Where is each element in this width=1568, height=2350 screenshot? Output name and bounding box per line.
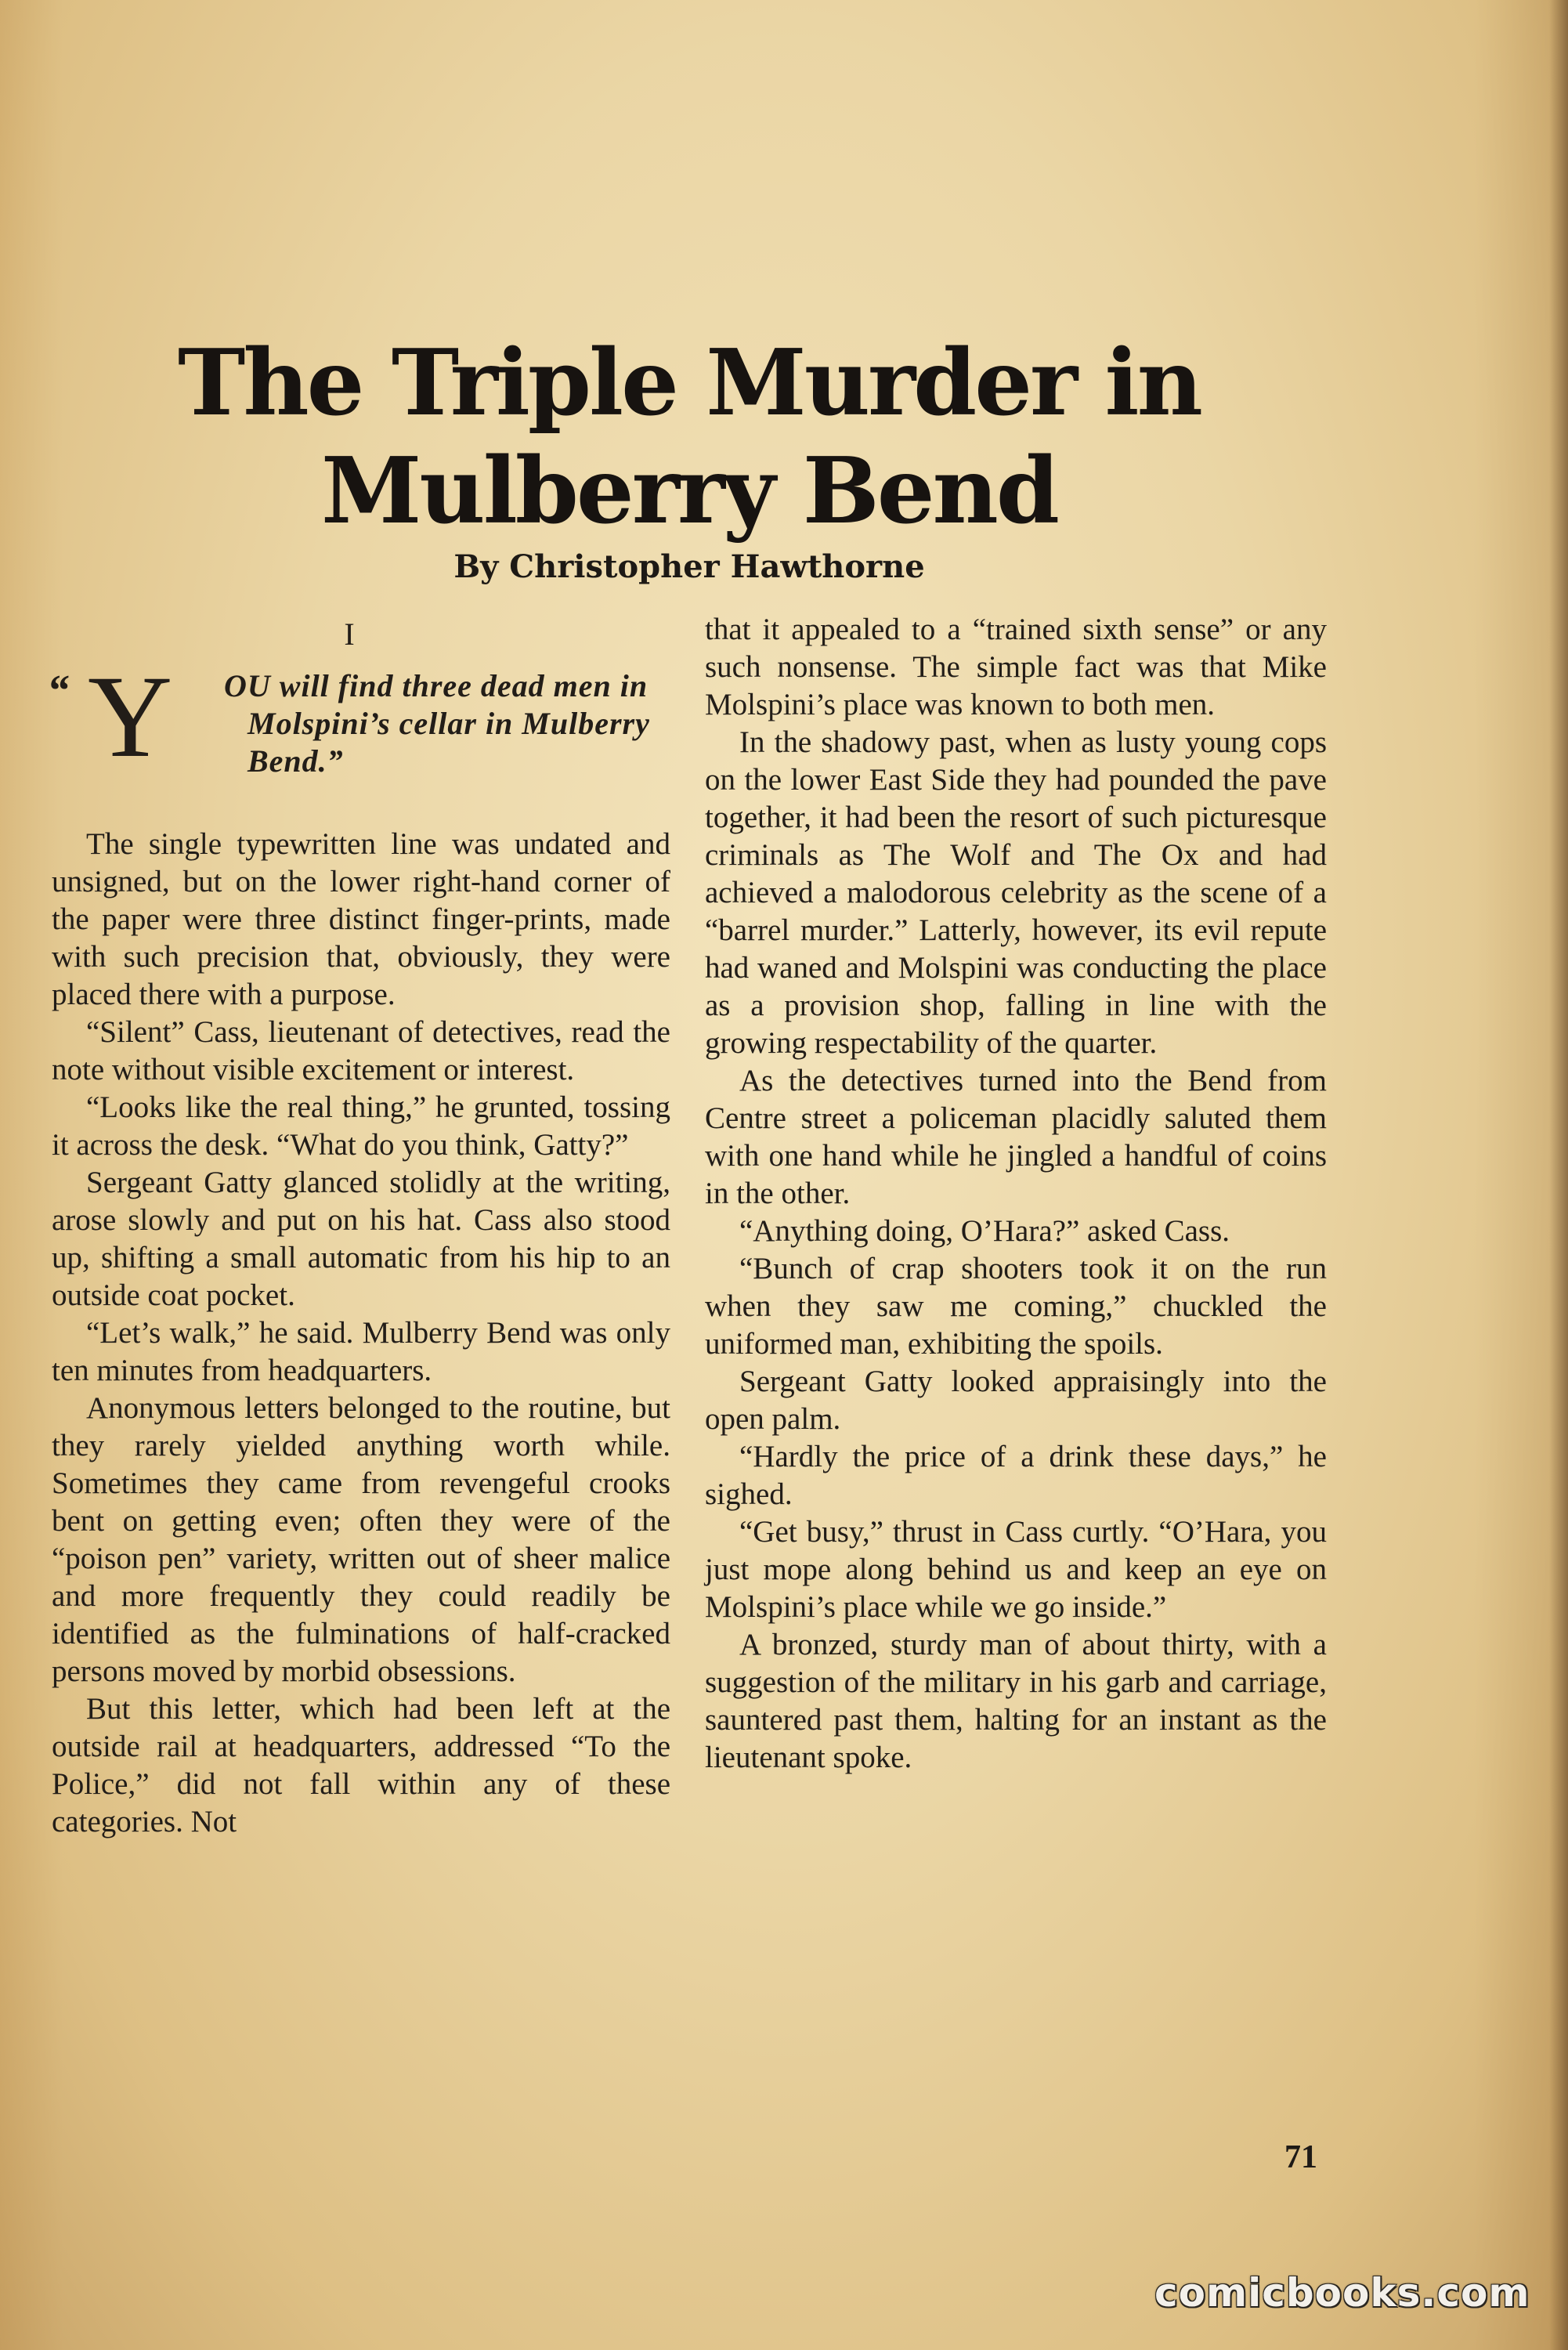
paragraph: Sergeant Gatty glanced stolidly at the writing, arose slowly and put on his hat. Cass also stood up, shifting a small automatic from his hip to an outside coat pocket. xyxy=(52,1166,670,1312)
paragraph: “Let’s walk,” he said. Mulberry Bend was only ten minutes from headquarters. xyxy=(52,1316,670,1387)
lead-text xyxy=(201,667,675,780)
paragraph: that it appealed to a “trained sixth sense” or any such nonsense. The simple fact was that Mike Molspini’s place was known to both men. xyxy=(705,613,1327,721)
paragraph: But this letter, which had been left at the outside rail at headquarters, addressed “To the Police,” did not fall within any of these categories. Not xyxy=(52,1692,670,1838)
paragraph: “Get busy,” thrust in Cass curtly. “O’Hara, you just mope along behind us and keep an eye on Molspini’s place while we go inside.” xyxy=(705,1515,1327,1624)
drop-cap: Y xyxy=(88,652,173,782)
paragraph: A bronzed, sturdy man of about thirty, with a suggestion of the military in his garb and carriage, sauntered past them, halting for an instant as the lieutenant spoke. xyxy=(705,1628,1327,1774)
paragraph: Sergeant Gatty looked appraisingly into the open palm. xyxy=(705,1365,1327,1436)
article-byline: By Christopher Hawthorne xyxy=(453,548,925,585)
paragraph: The single typewritten line was undated and unsigned, but on the lower right-hand corner of the paper were three distinct finger-prints, made with such precision that, obviously, they were placed there with a purpose. xyxy=(52,827,670,1011)
paragraph: “Anything doing, O’Hara?” asked Cass. xyxy=(739,1214,1230,1248)
opening-quote-mark: “ xyxy=(47,667,69,715)
lead-line-1: OU will find three dead men in xyxy=(224,668,649,703)
paragraph: “Looks like the real thing,” he grunted, tossing it across the desk. “What do you think, Gatty?” xyxy=(52,1090,670,1162)
left-column xyxy=(47,611,670,1841)
paragraph: “Silent” Cass, lieutenant of detectives, read the note without visible excitement or interest. xyxy=(52,1015,670,1086)
page-number: 71 xyxy=(1284,2139,1317,2175)
lead-line-2: Molspini’s cellar in Mulberry xyxy=(247,706,650,741)
paragraph: “Bunch of crap shooters took it on the run when they saw me coming,” chuckled the uniformed man, exhibiting the spoils. xyxy=(705,1252,1327,1361)
right-column xyxy=(705,611,1327,1777)
article-title: The Triple Murder in Mulberry Bend xyxy=(178,330,1201,544)
watermark: comicbooks.com xyxy=(1154,2270,1530,2316)
paragraph: As the detectives turned into the Bend from Centre street a policeman placidly saluted them with one hand while he jingled a handful of coins in the other. xyxy=(705,1064,1327,1210)
section-number: I xyxy=(344,616,355,652)
paragraph: Anonymous letters belonged to the routine, but they rarely yielded anything worth while. Sometimes they came from revengeful crooks bent on getting even; often they were of the “poison pen” variety, written out of sheer malice and more frequently they could readily be identified as the fulminations of half-cracked persons moved by morbid obsessions. xyxy=(52,1391,670,1688)
lead-line-3: Bend.” xyxy=(247,743,344,779)
paragraph: In the shadowy past, when as lusty young cops on the lower East Side they had pounded the pave together, it had been the resort of such picturesque criminals as The Wolf and The Ox and had achieved a malodorous celebrity as the scene of a “barrel murder.” Latterly, however, its evil repute had waned and Molspini was conducting the place as a provision shop, falling in line with the growing respectability of the quarter. xyxy=(705,725,1327,1060)
paragraph: “Hardly the price of a drink these days,” he sighed. xyxy=(705,1440,1327,1511)
page-edge-shadow xyxy=(1549,0,1568,2350)
opening-quote-block xyxy=(47,652,670,805)
